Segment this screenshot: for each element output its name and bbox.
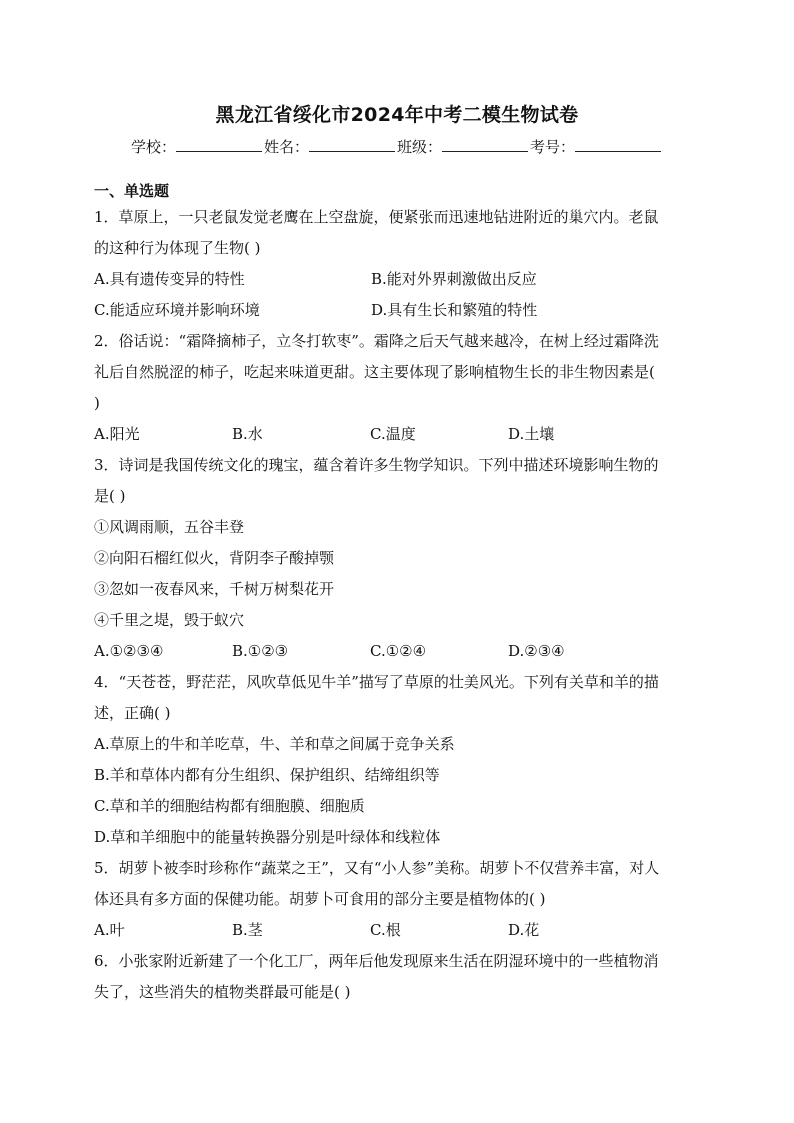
name-blank (309, 137, 395, 152)
questions (94, 180, 696, 1008)
exam-title: 黑龙江省绥化市2024年中考二模生物试卷 (215, 104, 579, 126)
option-row (94, 264, 696, 295)
name-label: 姓名： (263, 138, 309, 156)
option-c: C.温度 (370, 425, 416, 443)
option-d: D.花 (508, 921, 540, 939)
option-c: C.草和羊的细胞结构都有细胞膜、细胞质 (94, 797, 365, 815)
question-5 (94, 853, 696, 946)
question-4 (94, 667, 696, 853)
question-text: 是( ) (94, 487, 126, 505)
option-d: D.②③④ (508, 642, 565, 660)
option-row (94, 295, 696, 326)
option-a: A.阳光 (94, 425, 140, 443)
option-b: B.茎 (232, 921, 263, 939)
option-c: C.①②④ (370, 642, 427, 660)
option-c: C.能适应环境并影响环境 (94, 301, 260, 319)
school-label: 学校： (130, 138, 176, 156)
option-b: B.羊和草体内都有分生组织、保护组织、结缔组织等 (94, 766, 440, 784)
option-b: B.能对外界刺激做出反应 (371, 270, 537, 288)
option-d: D.草和羊细胞中的能量转换器分别是叶绿体和线粒体 (94, 828, 441, 846)
question-text: 1．草原上，一只老鼠发觉老鹰在上空盘旋，便紧张而迅速地钻进附近的巢穴内。老鼠 (94, 208, 659, 226)
statement-item: ④千里之堤，毁于蚁穴 (94, 611, 245, 629)
class-blank (442, 137, 528, 152)
question-text: ) (94, 394, 100, 412)
option-b: B.①②③ (232, 642, 289, 660)
option-b: B.水 (232, 425, 263, 443)
question-3 (94, 450, 696, 667)
option-a: A.具有遗传变异的特性 (94, 270, 245, 288)
option-row (94, 636, 696, 667)
question-text: 失了，这些消失的植物类群最可能是( ) (94, 983, 351, 1001)
class-label: 班级： (397, 138, 443, 156)
question-text: 礼后自然脱涩的柿子，吃起来味道更甜。这主要体现了影响植物生长的非生物因素是( (94, 363, 655, 381)
option-a: A.草原上的牛和羊吃草，牛、羊和草之间属于竞争关系 (94, 735, 455, 753)
question-text: 3．诗词是我国传统文化的瑰宝，蕴含着许多生物学知识。下列中描述环境影响生物的 (94, 456, 659, 474)
option-c: C.根 (370, 921, 401, 939)
question-text: 4．“天苍苍，野茫茫，风吹草低见牛羊”描写了草原的壮美风光。下列有关草和羊的描 (94, 673, 659, 691)
id-blank (575, 137, 661, 152)
section-heading: 一、单选题 (94, 182, 170, 200)
question-text: 的这种行为体现了生物( ) (94, 239, 261, 257)
school-blank (176, 137, 262, 152)
option-row (94, 419, 696, 450)
option-a: A.叶 (94, 921, 125, 939)
id-label: 考号： (530, 138, 576, 156)
student-info-line (0, 136, 794, 157)
statement-item: ①风调雨顺，五谷丰登 (94, 518, 245, 536)
question-text: 体还具有多方面的保健功能。胡萝卜可食用的部分主要是植物体的( ) (94, 890, 546, 908)
question-1 (94, 202, 696, 326)
statement-item: ③忽如一夜春风来，千树万树梨花开 (94, 580, 335, 598)
question-text: 述，正确( ) (94, 704, 171, 722)
question-6 (94, 946, 696, 1008)
option-row (94, 915, 696, 946)
question-2 (94, 326, 696, 450)
option-d: D.土壤 (508, 425, 555, 443)
statement-item: ②向阳石榴红似火，背阴李子酸掉颚 (94, 549, 335, 567)
question-text: 5．胡萝卜被李时珍称作“蔬菜之王”，又有“小人参”美称。胡萝卜不仅营养丰富，对人 (94, 859, 660, 877)
option-d: D.具有生长和繁殖的特性 (371, 301, 538, 319)
question-text: 2．俗话说：“霜降摘柿子，立冬打软枣”。霜降之后天气越来越冷，在树上经过霜降洗 (94, 332, 659, 350)
option-a: A.①②③④ (94, 642, 164, 660)
question-text: 6．小张家附近新建了一个化工厂，两年后他发现原来生活在阴湿环境中的一些植物消 (94, 952, 659, 970)
